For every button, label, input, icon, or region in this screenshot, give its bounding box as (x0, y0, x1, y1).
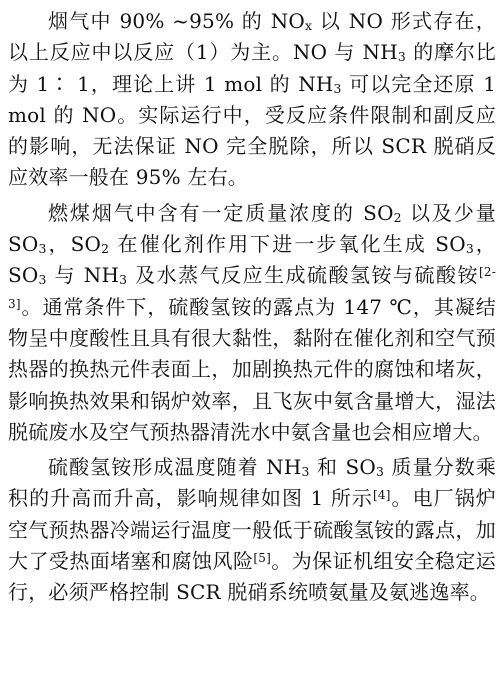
text-run: 烟气中 90% ~95% 的 NO (48, 9, 306, 33)
text-run: 。为保证机组安全稳定运行，必须严格控制 SCR 脱硝系统喷氨量及氨逃逸率。 (8, 549, 496, 605)
paragraph-nox-reaction (8, 6, 496, 194)
text-run: 和 SO (309, 455, 377, 480)
subscript: 3 (465, 241, 474, 257)
subscript: 3 (301, 464, 310, 480)
text-run: 。通常条件下，硫酸氢铵的露点为 147 ℃，其凝结物呈中度酸性且具有很大黏性，黏附在催化剂和空气预热器的换热元件表面上，加剧换热元件的腐蚀和堵灰，影响换热效果和锅炉效率，且飞灰中氨含量增大，湿法脱硫废水及空气预热器清洗水中氨含量也会相应增大。 (8, 294, 496, 444)
text-run: 。电厂锅炉空气预热器冷端运行温度一般低于硫酸氢铵的露点，加大了受热面堵塞和腐蚀风险 (8, 486, 497, 574)
subscript: 3 (397, 49, 406, 65)
text-run: 以 NO 形式存在，以上反应中以反应（1）为主。NO 与 NH (8, 9, 497, 65)
citation-superscript: [4] (373, 488, 391, 503)
citation-superscript: [2-3] (8, 265, 496, 311)
text-run: 与 NH (46, 263, 120, 288)
paragraph-formation-temperature (8, 452, 496, 608)
subscript: 3 (38, 241, 47, 257)
text-run: 的摩尔比为 1∶ 1，理论上讲 1 mol 的 NH (8, 40, 497, 96)
subscript: 2 (393, 210, 402, 225)
text-run: 在催化剂作用下进一步氧化生成 SO (109, 232, 466, 257)
text-run: 硫酸氢铵形成温度随着 NH (48, 455, 302, 480)
text-run: 可以完全还原 1 mol 的 NO。实际运行中，受反应条件限制和副反应的影响，无法保证 NO 完全脱除，所以 SCR 脱硝反应效率一般在 95% 左右。 (8, 71, 496, 190)
citation-superscript: [5] (253, 551, 272, 566)
subscript: x (305, 18, 313, 34)
text-run: 以及少量 SO (8, 200, 497, 257)
text-run: 燃煤烟气中含有一定质量浓度的 SO (48, 200, 394, 225)
text-run: 及水蒸气反应生成硫酸氢铵与硫酸铵 (127, 263, 480, 288)
text-run: ，SO (8, 232, 496, 288)
paragraph-ammonium-bisulfate (8, 198, 496, 448)
text-run: ，SO (46, 232, 102, 257)
subscript: 2 (101, 241, 110, 257)
subscript: 3 (38, 272, 47, 288)
subscript: 3 (119, 272, 128, 288)
text-run: 质量分数乘积的升高而升高，影响规律如图 1 所示 (8, 455, 497, 511)
subscript: 3 (333, 80, 342, 96)
subscript: 3 (376, 464, 385, 480)
